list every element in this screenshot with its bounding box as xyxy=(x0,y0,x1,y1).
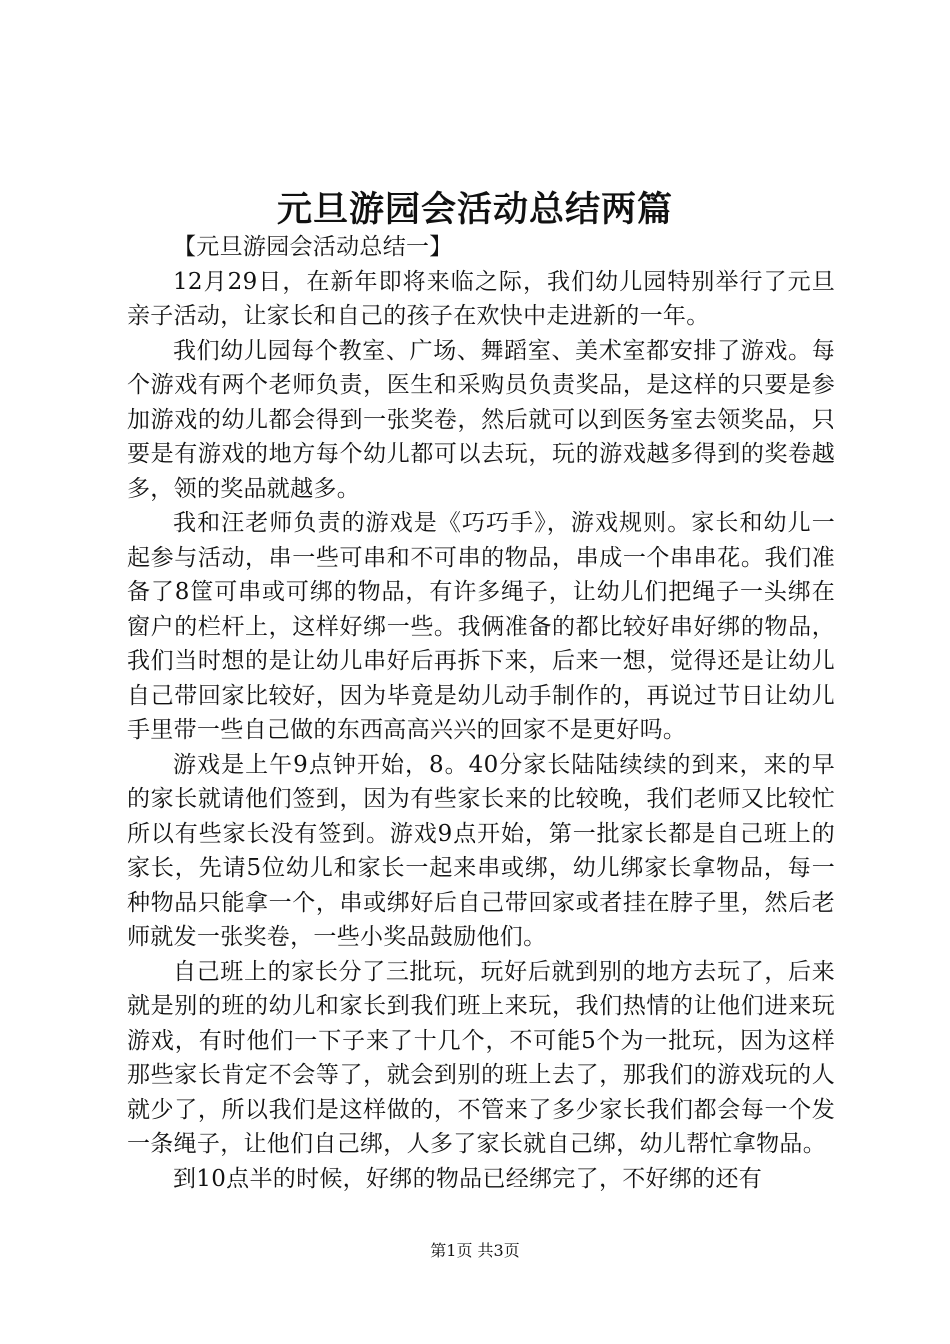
paragraph: 游戏是上午9点钟开始，8。40分家长陆陆续续的到来，来的早的家长就请他们签到，因为有些家长来的比较晚，我们老师又比较忙所以有些家长没有签到。游戏9点开始，第一批家长都是自己班上的家长，先请5位幼儿和家长一起来串或绑，幼儿绑家长拿物品，每一种物品只能拿一个，串或绑好后自己带回家或者挂在脖子里，然后老师就发一张奖卷，一些小奖品鼓励他们。 xyxy=(127,751,835,950)
paragraph: 自己班上的家长分了三批玩，玩好后就到别的地方去玩了，后来就是别的班的幼儿和家长到我们班上来玩，我们热情的让他们进来玩游戏，有时他们一下子来了十几个，不可能5个为一批玩，因为这样那些家长肯定不会等了，就会到别的班上去了，那我们的游戏玩的人就少了，所以我们是这样做的，不管来了多少家长我们都会每一个发一条绳子，让他们自己绑，人多了家长就自己绑，幼儿帮忙拿物品。 xyxy=(127,958,835,1157)
paragraph: 到10点半的时候，好绑的物品已经绑完了，不好绑的还有 xyxy=(173,1165,763,1192)
section-heading: 【元旦游园会活动总结一】 xyxy=(173,234,453,260)
paragraph: 我和汪老师负责的游戏是《巧巧手》，游戏规则。家长和幼儿一起参与活动，串一些可串和不可串的物品，串成一个串串花。我们准备了8筐可串或可绑的物品，有许多绳子，让幼儿们把绳子一头绑在窗户的栏杆上，这样好绑一些。我俩准备的都比较好串好绑的物品，我们当时想的是让幼儿串好后再拆下来，后来一想，觉得还是让幼儿自己带回家比较好，因为毕竟是幼儿动手制作的，再说过节日让幼儿手里带一些自己做的东西高高兴兴的回家不是更好吗。 xyxy=(127,510,835,743)
paragraph: 12月29日，在新年即将来临之际，我们幼儿园特别举行了元旦亲子活动，让家长和自己的孩子在欢快中走进新的一年。 xyxy=(127,268,835,329)
paragraph: 我们幼儿园每个教室、广场、舞蹈室、美术室都安排了游戏。每个游戏有两个老师负责，医生和采购员负责奖品，是这样的只要是参加游戏的幼儿都会得到一张奖卷，然后就可以到医务室去领奖品，只要是有游戏的地方每个幼儿都可以去玩，玩的游戏越多得到的奖卷越多，领的奖品就越多。 xyxy=(127,337,835,502)
page-footer: 第1页 共3页 xyxy=(430,1241,520,1260)
document-body xyxy=(127,230,835,1196)
document-title: 元旦游园会活动总结两篇 xyxy=(276,189,673,230)
